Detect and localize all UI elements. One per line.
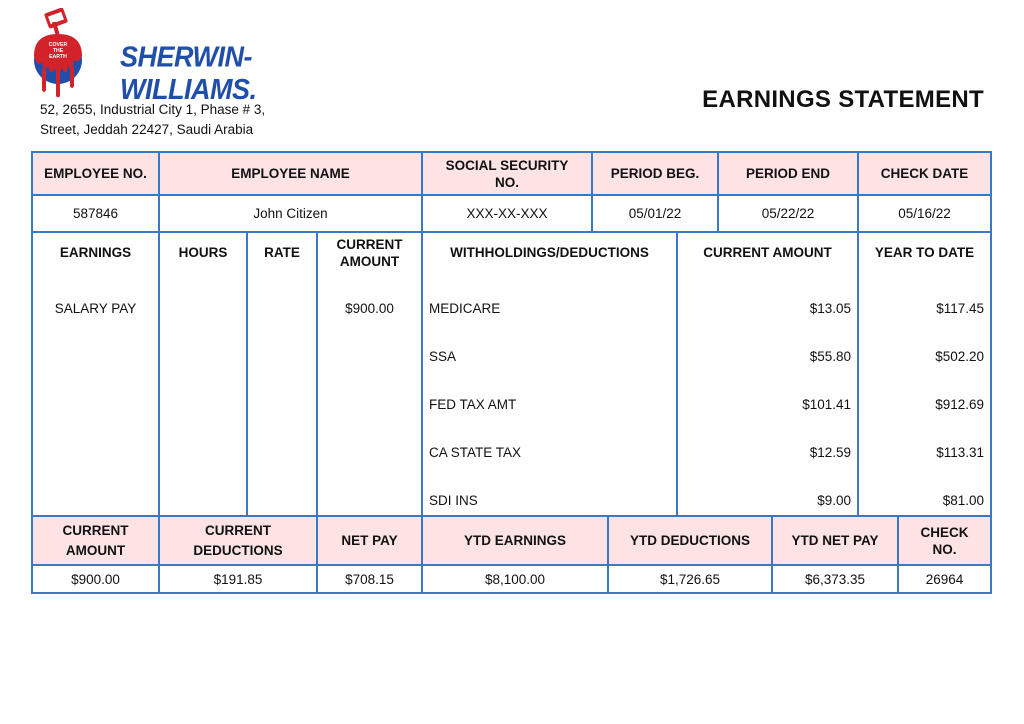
summary-ytd-net-pay-header: YTD NET PAY <box>773 517 899 564</box>
rate-header: RATE <box>264 245 300 260</box>
deduction-current: $55.80 <box>809 349 851 364</box>
employee-name-header: EMPLOYEE NAME <box>160 153 423 194</box>
check-date-value: 05/16/22 <box>898 206 951 221</box>
deduction-current: $101.41 <box>802 397 851 412</box>
ssn-header: SOCIAL SECURITY NO. <box>423 153 593 194</box>
earning-amount: $900.00 <box>345 301 394 316</box>
employee-no-value: 587846 <box>33 196 160 231</box>
summary-current-amount: $900.00 <box>33 566 160 592</box>
current-deduction-column <box>678 231 859 515</box>
employee-info-table <box>31 151 992 233</box>
deduction-label: FED TAX AMT <box>429 397 517 412</box>
current-amount-header: CURRENT AMOUNT <box>336 237 403 269</box>
summary-current-deductions: $191.85 <box>160 566 318 592</box>
logo-motto-line3: EARTH <box>49 54 67 60</box>
summary-value-row <box>33 566 990 592</box>
current-deduction-header: CURRENT AMOUNT <box>703 245 832 260</box>
period-beg-value: 05/01/22 <box>593 196 719 231</box>
summary-ytd-earnings-header: YTD EARNINGS <box>423 517 609 564</box>
check-date-header: CHECK DATE <box>880 166 969 181</box>
withholdings-column <box>423 231 678 515</box>
earnings-header: EARNINGS <box>59 245 132 260</box>
summary-ytd-deductions: $1,726.65 <box>609 566 773 592</box>
summary-table <box>31 515 992 594</box>
period-end-header: PERIOD END <box>719 153 859 194</box>
page-title: EARNINGS STATEMENT <box>702 86 984 113</box>
company-address-line2: Street, Jeddah 22427, Saudi Arabia <box>40 122 254 137</box>
deduction-ytd: $113.31 <box>936 445 984 460</box>
current-amount-column <box>318 231 423 515</box>
hours-header: HOURS <box>178 245 228 260</box>
period-end-value: 05/22/22 <box>719 196 859 231</box>
summary-net-pay: $708.15 <box>318 566 423 592</box>
withholdings-header: WITHHOLDINGS/DEDUCTIONS <box>450 245 649 260</box>
summary-header-row <box>33 517 990 566</box>
employee-no-header: EMPLOYEE NO. <box>33 153 160 194</box>
summary-ytd-net-pay: $6,373.35 <box>773 566 899 592</box>
deduction-ytd: $117.45 <box>936 301 984 316</box>
summary-current-deductions-header: CURRENT DEDUCTIONS <box>160 517 318 564</box>
summary-check-no-header: CHECK NO. <box>920 524 969 557</box>
deduction-ytd: $912.69 <box>935 397 984 412</box>
deduction-ytd: $502.20 <box>935 349 984 364</box>
deduction-label: CA STATE TAX <box>429 445 522 460</box>
deduction-label: SDI INS <box>429 493 478 508</box>
ytd-column <box>859 231 990 515</box>
rate-column <box>248 231 318 515</box>
earnings-deductions-table <box>31 231 992 517</box>
deduction-current: $12.59 <box>809 445 851 460</box>
summary-ytd-earnings: $8,100.00 <box>423 566 609 592</box>
logo-motto-line2: THE <box>52 48 64 54</box>
summary-check-no: 26964 <box>925 571 964 587</box>
company-address-line1: 52, 2655, Industrial City 1, Phase # 3, <box>40 102 266 117</box>
ytd-header: YEAR TO DATE <box>874 245 975 260</box>
deduction-current: $9.00 <box>817 493 851 508</box>
earnings-column <box>33 231 160 515</box>
deduction-current: $13.05 <box>809 301 851 316</box>
deduction-label: MEDICARE <box>429 301 501 316</box>
logo-motto-line1: COVER <box>48 42 68 48</box>
employee-info-row <box>33 196 990 231</box>
hours-column <box>160 231 248 515</box>
period-beg-header: PERIOD BEG. <box>593 153 719 194</box>
deduction-label: SSA <box>429 349 457 364</box>
employee-info-header-row <box>33 153 990 196</box>
earning-label: SALARY PAY <box>54 301 137 316</box>
deduction-ytd: $81.00 <box>942 493 984 508</box>
company-logo <box>30 8 350 106</box>
summary-net-pay-header: NET PAY <box>318 517 423 564</box>
employee-name-value: John Citizen <box>160 196 423 231</box>
ssn-value: XXX-XX-XXX <box>423 196 593 231</box>
cover-the-earth-logo-icon <box>30 8 90 98</box>
summary-current-amount-header: CURRENT AMOUNT <box>33 517 160 564</box>
company-name: SHERWIN-WILLIAMS. <box>120 41 257 106</box>
summary-ytd-deductions-header: YTD DEDUCTIONS <box>609 517 773 564</box>
